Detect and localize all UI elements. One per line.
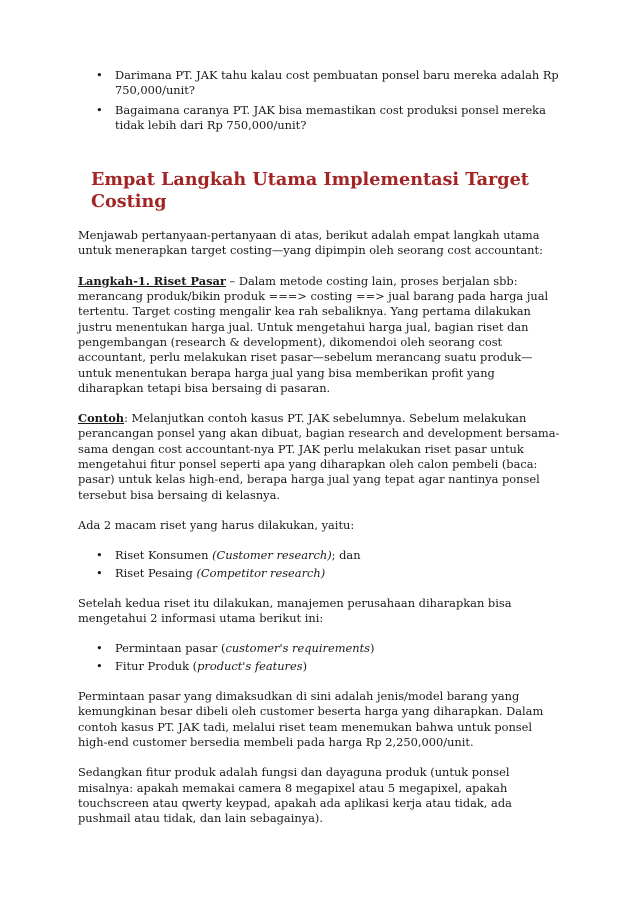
example-paragraph [78, 411, 562, 503]
research-item-text: Riset Konsumen [115, 548, 213, 563]
research-item-text: Riset Pesaing [115, 565, 197, 580]
step1-text: – Dalam metode costing lain, proses berjalan sbb: merancang produk/bikin produk ===> costing ==> jual barang pada harga jual tertentu. Target costing mengalir kea rah sebaliknya. Yang pertama dilakukan justru menentukan harga jual. Untuk mengetahui harga jual, bagian riset dan pengembangan (research & development), dikomendoi oleh seorang cost accountant, perlu melakukan riset pasar—sebelum merancang suatu produk—untuk menentukan berapa harga jual yang bisa memberikan profit yang diharapkan tetapi bisa bersaing di pasaran. [78, 273, 549, 395]
info-intro: Setelah kedua riset itu dilakukan, manajemen perusahaan diharapkan bisa mengetahui 2 informasi utama berikut ini: [78, 595, 512, 626]
question-item: • Bagaimana caranya PT. JAK bisa memastikan cost produksi ponsel mereka tidak lebih dari Rp 750,000/unit? [78, 103, 562, 134]
info-item [78, 659, 562, 674]
research-item-english: (Competitor research) [196, 565, 326, 580]
research-intro: Ada 2 macam riset yang harus dilakukan, yaitu: [78, 517, 355, 532]
intro-paragraph: Menjawab pertanyaan-pertanyaan di atas, berikut adalah empat langkah utama untuk menerapkan target costing—yang dipimpin oleh seorang cost accountant: [78, 228, 543, 258]
info-item-text: Fitur Produk ( [115, 658, 198, 673]
info-list [78, 641, 562, 674]
document-body [78, 68, 562, 841]
info-item-suffix: ) [302, 658, 308, 673]
info-item-text: Permintaan pasar ( [115, 641, 226, 656]
feature-paragraph: Sedangkan fitur produk adalah fungsi dan dayaguna produk (untuk ponsel misalnya: apakah memakai camera 8 megapixel atau 5 megapixel, apakah touchscreen atau qwerty keypad, apakah ada aplikasi kerja atau tidak, ada pushmail atau tidak, dan lain sebagainya). [78, 765, 512, 826]
info-item-english: customer's requirements [225, 641, 370, 656]
info-item-suffix: ) [370, 641, 375, 656]
info-item [78, 641, 562, 656]
step1-paragraph [78, 274, 562, 396]
research-item-english: (Customer research) [212, 548, 332, 563]
info-item-english: product's features [197, 658, 303, 673]
step1-label: Langkah-1. Riset Pasar [78, 273, 226, 288]
research-item [78, 548, 562, 563]
research-list [78, 548, 562, 581]
question-item: • Darimana PT. JAK tahu kalau cost pembuatan ponsel baru mereka adalah Rp 750,000/unit? [78, 68, 562, 99]
section-heading: Empat Langkah Utama Implementasi Target Costing [91, 169, 529, 213]
research-item [78, 566, 562, 581]
example-text: : Melanjutkan contoh kasus PT. JAK sebelumnya. Sebelum melakukan perancangan ponsel yang akan dibuat, bagian research and development bersama-sama dengan cost accountant-nya PT. JAK perlu melakukan riset pasar untuk mengetahui fitur ponsel seperti apa yang diharapkan oleh calon pembeli (baca: pasar) untuk kelas high-end, berapa harga jual yang tepat agar nantinya ponsel tersebut bisa bersaing di kelasnya. [78, 411, 560, 502]
demand-paragraph: Permintaan pasar yang dimaksudkan di sini adalah jenis/model barang yang kemungkinan besar dibeli oleh customer beserta harga yang diharapkan. Dalam contoh kasus PT. JAK tadi, melalui riset team menemukan bahwa untuk ponsel high-end customer bersedia membeli pada harga Rp 2,250,000/unit. [78, 689, 544, 749]
example-label: Contoh [78, 411, 125, 426]
research-item-suffix: ; dan [331, 548, 361, 563]
question-list [78, 68, 562, 133]
